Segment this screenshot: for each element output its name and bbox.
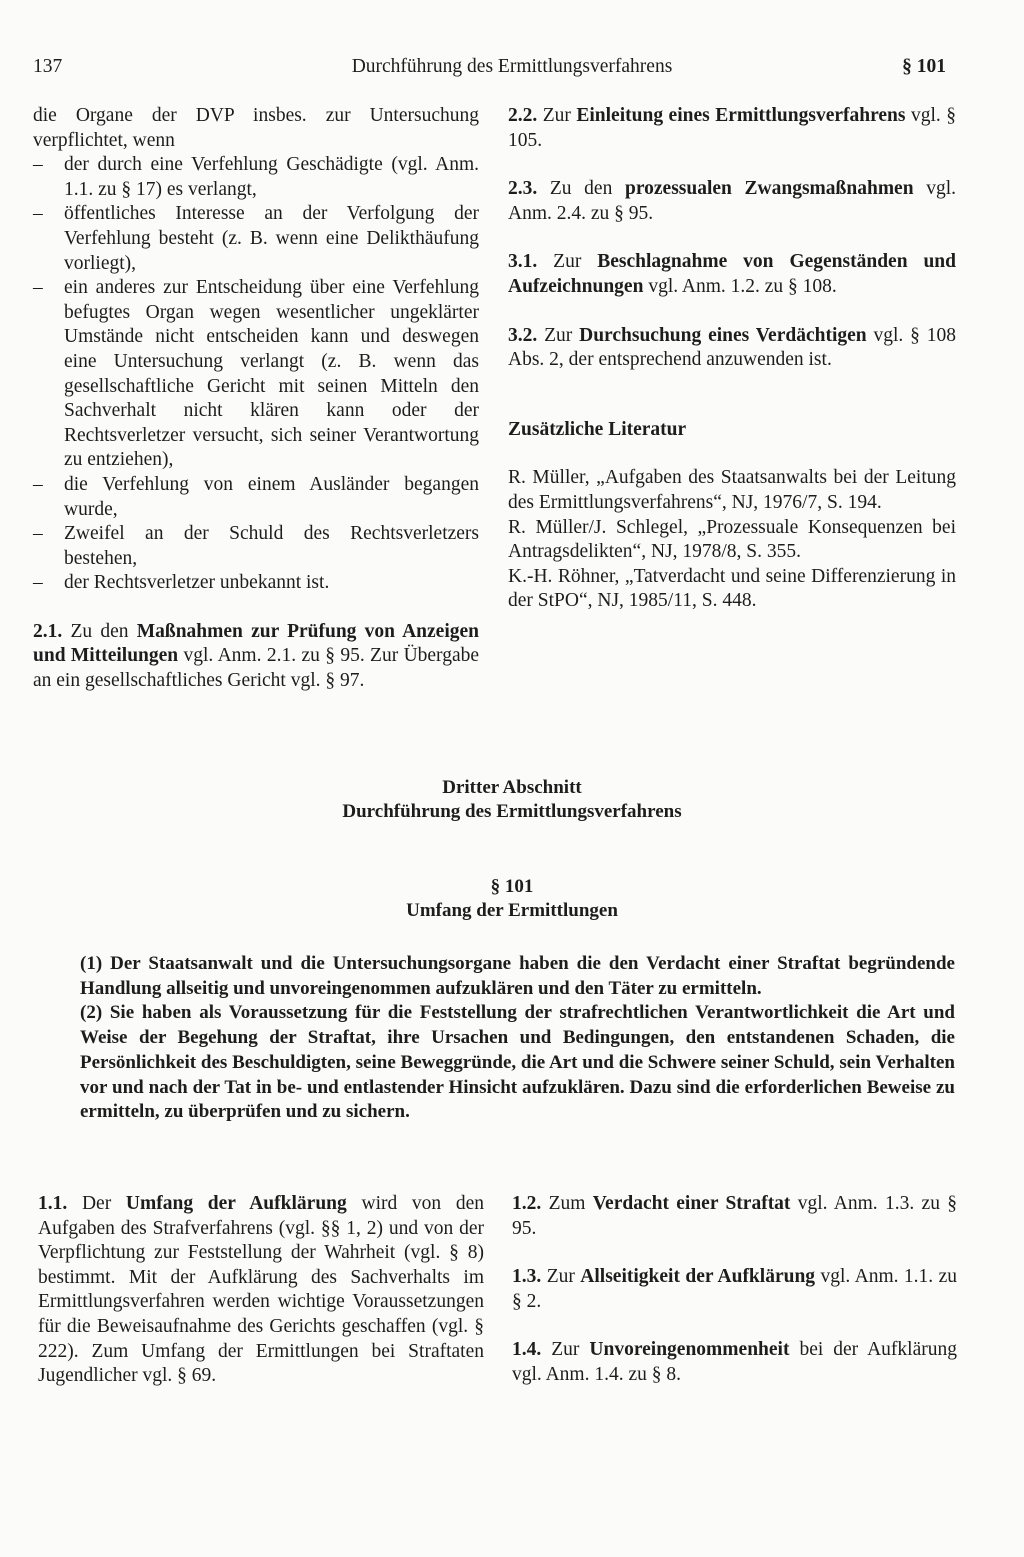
condition-list [33, 153, 479, 596]
note-text: Zur [542, 105, 571, 126]
note-3-1 [508, 250, 956, 299]
note-text: vgl. Anm. 1.1. zu § 2. [512, 1266, 958, 1312]
note-text: Zur [544, 324, 573, 346]
note-keyword: Beschlagnahme von Gegenständen und Aufzeichnungen [508, 251, 956, 297]
note-1-3 [512, 1265, 957, 1314]
note-keyword: Verdacht einer Straftat [592, 1193, 791, 1214]
note-2-1 [33, 620, 479, 694]
list-item: – der Rechtsverletzer unbekannt ist. [33, 571, 479, 596]
note-keyword: Maßnahmen zur Prüfung von Anzeigen und Mitteilungen [33, 620, 479, 667]
law-text [80, 952, 955, 1125]
note-number: 1.1. [38, 1193, 68, 1214]
paragraph-number: § 101 [490, 876, 534, 897]
commentary-right [512, 1192, 957, 1388]
note-number: 2.1. [33, 620, 63, 642]
right-column [508, 104, 956, 614]
note-1-2 [512, 1192, 957, 1241]
note-number: 2.2. [508, 105, 538, 126]
page-number: 137 [33, 56, 63, 77]
note-text: Zu den [549, 178, 613, 200]
note-text: Zum [548, 1193, 586, 1214]
paragraph-title: Umfang der Ermittlungen [406, 900, 618, 921]
note-text: Zur [546, 1266, 575, 1288]
note-text: Zur [551, 1339, 580, 1361]
list-item: – Zweifel an der Schuld des Rechtsverletzers bestehen, [33, 522, 479, 571]
literature-list [508, 466, 956, 614]
note-text: Der [81, 1193, 112, 1214]
note-number: 1.4. [512, 1339, 542, 1361]
note-text: Zu den [70, 620, 129, 642]
note-number: 3.2. [508, 324, 538, 346]
literature-item: R. Müller, „Aufgaben des Staatsanwalts bei der Leitung des Ermittlungsverfahrens“, NJ, 1976/7, S. 194. [508, 467, 956, 513]
literature-item: R. Müller/J. Schlegel, „Prozessuale Konsequenzen bei Antragsdelikten“, NJ, 1978/8, S. 355. [508, 516, 956, 563]
note-text: bei der Aufklärung vgl. Anm. 1.4. zu § 8. [512, 1339, 957, 1385]
note-text: vgl. Anm. 2.4. zu § 95. [508, 178, 956, 224]
commentary-left [38, 1192, 484, 1389]
note-keyword: Allseitigkeit der Aufklärung [580, 1266, 816, 1288]
law-subsection-2: (2) Sie haben als Voraussetzung für die Feststellung der strafrechtlichen Verantwortlichkeit die Art und Weise der Begehung der Straftat, ihre Ursachen und Bedingungen, den entstandenen Schaden, die Persönlichkeit des Beschuldigten, seine Beweggründe, die Art und die Schwere seiner Schuld, sein Verhalten vor und nach der Tat in be- und entlastender Hinsicht aufzuklären. Dazu sind die erforderlichen Beweise zu ermitteln, zu überprüfen und zu sichern. [80, 1002, 955, 1123]
list-item: – ein anderes zur Entscheidung über eine Verfehlung befugtes Organ wegen wesentlicher ungeklärter Umstände nicht entscheiden kann und deswegen eine Untersuchung verlangt (z. B. wenn das gesellschaftliche Gericht mit seinen Mitteln den Sachverhalt nicht klären kann oder der Rechtsverletzer versucht, sich seiner Verantwortung zu entziehen), [33, 276, 479, 473]
left-column [33, 104, 479, 694]
chapter-number: Dritter Abschnitt [442, 777, 582, 798]
note-3-2 [508, 324, 956, 373]
note-keyword: Einleitung eines Ermittlungsverfahrens [576, 105, 906, 126]
list-item: – die Verfehlung von einem Ausländer begangen wurde, [33, 473, 479, 522]
list-item: – öffentliches Interesse an der Verfolgung der Verfehlung besteht (z. B. wenn eine Delikthäufung vorliegt), [33, 202, 479, 276]
note-1-1 [38, 1192, 484, 1389]
running-title: Durchführung des Ermittlungsverfahrens [351, 56, 673, 77]
list-intro: die Organe der DVP insbes. zur Untersuchung verpflichtet, wenn [33, 105, 479, 151]
note-keyword: prozessualen Zwangsmaßnahmen [624, 178, 914, 200]
note-keyword: Umfang der Aufklärung [125, 1193, 347, 1214]
note-keyword: Unvoreingenommenheit [589, 1339, 790, 1361]
note-1-4 [512, 1338, 957, 1387]
note-text: vgl. Anm. 1.2. zu § 108. [648, 275, 837, 297]
literature-item: K.-H. Röhner, „Tatverdacht und seine Differenzierung in der StPO“, NJ, 1985/11, S. 448. [508, 565, 956, 612]
note-text: Zur [553, 251, 582, 273]
running-header [0, 56, 1024, 86]
note-keyword: Durchsuchung eines Verdächtigen [579, 324, 867, 346]
law-subsection-1: (1) Der Staatsanwalt und die Untersuchungsorgane haben die den Verdacht einer Straftat begründende Handlung allseitig und unvoreingenommen aufzuklären und den Täter zu ermitteln. [80, 953, 955, 999]
note-text: vgl. Anm. 1.3. zu § 95. [512, 1193, 958, 1239]
header-section-number: § 101 [902, 56, 946, 77]
chapter-heading [0, 776, 1024, 824]
list-item: – der durch eine Verfehlung Geschädigte (vgl. Anm. 1.1. zu § 17) es verlangt, [33, 153, 479, 202]
note-number: 2.3. [508, 178, 538, 200]
note-2-3 [508, 177, 956, 226]
literature-heading: Zusätzliche Literatur [508, 418, 687, 440]
note-2-2 [508, 104, 956, 153]
note-text: vgl. § 108 Abs. 2, der entsprechend anzuwenden ist. [508, 324, 956, 371]
note-number: 3.1. [508, 251, 538, 273]
note-text: wird von den Aufgaben des Strafverfahrens (vgl. §§ 1, 2) und von der Verpflichtung zur Feststellung der Wahrheit (vgl. § 8) bestimmt. Mit der Aufklärung des Sachverhalts im Ermittlungsverfahren werden wichtige Voraussetzungen für die Beweisaufnahme des Gerichts geschaffen (vgl. § 222). Zum Umfang der Ermittlungen bei Straftaten Jugendlicher vgl. § 69. [38, 1193, 485, 1387]
paragraph-heading [0, 875, 1024, 923]
note-text: vgl. § 105. [508, 105, 957, 151]
note-text: vgl. Anm. 2.1. zu § 95. Zur Übergabe an ein gesellschaftliches Gericht vgl. § 97. [33, 645, 480, 692]
note-number: 1.3. [512, 1266, 542, 1288]
chapter-title: Durchführung des Ermittlungsverfahrens [342, 801, 682, 822]
note-number: 1.2. [512, 1193, 542, 1214]
